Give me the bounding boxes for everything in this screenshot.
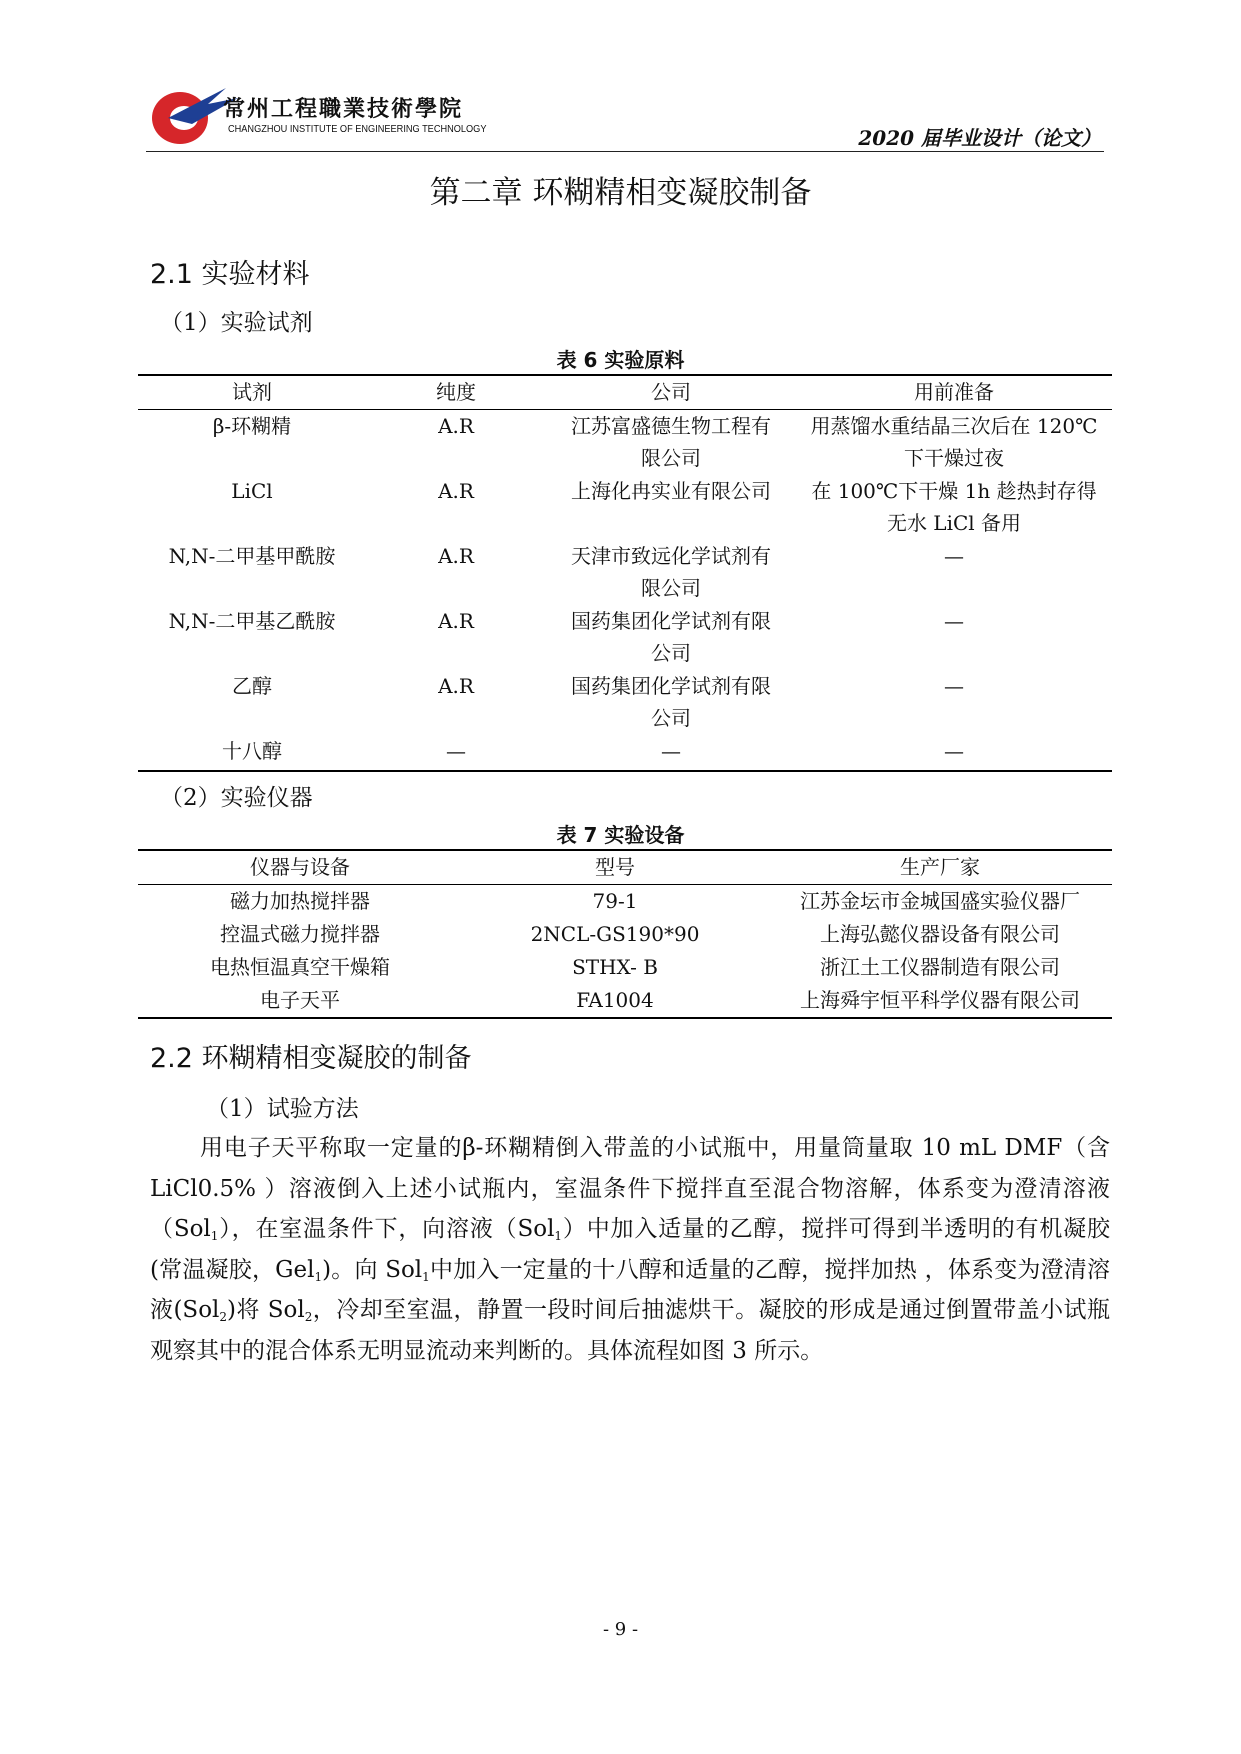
subheading-reagents: （1）实验试剂 [160, 310, 313, 336]
table-cell: 上海舜宇恒平科学仪器有限公司 [800, 988, 1080, 1012]
table6-caption: 表 6 实验原料 [556, 348, 685, 372]
page-number: - 9 - [602, 1619, 639, 1640]
table-header-row [138, 850, 1112, 885]
table-cell: 磁力加热搅拌器 [230, 889, 370, 913]
table-row [138, 885, 1112, 919]
table-cell: 上海化冉实业有限公司 [571, 479, 771, 503]
table-cell: STHX- B [572, 955, 658, 979]
table-header-cell: 型号 [462, 850, 768, 885]
school-name-en: CHANGZHOU INSTITUTE OF ENGINEERING TECHNOLOGY [228, 124, 487, 135]
subscript: 2 [219, 1310, 228, 1324]
table-cell: 浙江土工仪器制造有限公司 [820, 955, 1060, 979]
school-name-cn: 常州工程職業技術學院 [223, 96, 464, 122]
table-cell: A.R [438, 479, 474, 503]
method-paragraph [150, 1128, 1110, 1371]
chapter-title: 第二章 环糊精相变凝胶制备 [429, 175, 812, 211]
paragraph-text: )。向 Sol [322, 1256, 423, 1283]
paragraph-text: )将 Sol [227, 1297, 305, 1323]
table-cell: N,N-二甲基甲酰胺 [168, 544, 336, 568]
table-cell: 在 100℃下干燥 1h 趁热封存得无水 LiCl 备用 [811, 479, 1097, 535]
table-cell: 电子天平 [260, 988, 340, 1012]
table-cell: 天津市致远化学试剂有限公司 [571, 544, 771, 600]
table7-caption: 表 7 实验设备 [556, 823, 685, 847]
table-cell: — [944, 609, 964, 633]
table-cell: LiCl [231, 479, 273, 503]
table-row [138, 540, 1112, 605]
table-cell: A.R [438, 544, 474, 568]
paragraph-text: 中加入一定量的十八醇和适量的乙醇，搅拌加热 ，体系变为澄清溶液(Sol [150, 1256, 1110, 1323]
table-row [138, 735, 1112, 771]
table-header-cell: 公司 [546, 375, 796, 410]
subscript: 2 [304, 1310, 313, 1324]
table-row [138, 475, 1112, 540]
paragraph-text: 用电子天平称取一定量的β-环糊精倒入带盖的小试瓶中，用量筒量取 10 mL DMF（含 LiCl0.5% ）溶液倒入上述小试瓶内，室温条件下搅拌直至混合物溶解，体系变为澄清溶液（Sol [150, 1135, 1110, 1242]
table-header-row [138, 375, 1112, 410]
table-cell: 79-1 [592, 889, 638, 913]
table-header-cell: 生产厂家 [768, 850, 1112, 885]
table-cell: A.R [438, 674, 474, 698]
table-cell: — [944, 544, 964, 568]
table-cell: 控温式磁力搅拌器 [220, 922, 380, 946]
table-header-cell: 仪器与设备 [138, 850, 462, 885]
table-cell: 电热恒温真空干燥箱 [210, 955, 390, 979]
table-cell: 国药集团化学试剂有限公司 [571, 674, 771, 730]
table-row [138, 984, 1112, 1018]
table-cell: 2NCL-GS190*90 [530, 922, 700, 946]
materials-table [138, 374, 1112, 772]
table-row [138, 918, 1112, 951]
document-label: 2020 届毕业设计（论文） [858, 126, 1101, 150]
table-cell: 江苏金坛市金城国盛实验仪器厂 [800, 889, 1080, 913]
paragraph-text: ）中加入适量的乙醇，搅拌可得到半透明的有机凝胶(常温凝胶，Gel [150, 1216, 1110, 1283]
equipment-table [138, 849, 1112, 1019]
header-divider [146, 151, 1104, 152]
table-header-cell: 用前准备 [796, 375, 1112, 410]
table-cell: — [661, 739, 681, 763]
table-cell: 十八醇 [222, 739, 282, 763]
table-row [138, 605, 1112, 670]
table-cell: A.R [438, 609, 474, 633]
section-heading-2-2: 2.2 环糊精相变凝胶的制备 [150, 1043, 472, 1074]
subscript: 1 [210, 1229, 219, 1243]
table-row [138, 951, 1112, 984]
subheading-method: （1）试验方法 [206, 1096, 359, 1122]
paragraph-text: ），在室温条件下，向溶液（Sol [218, 1216, 555, 1242]
subscript: 1 [554, 1229, 563, 1243]
paragraph-text: ，冷却至室温，静置一段时间后抽滤烘干。凝胶的形成是通过倒置带盖小试瓶观察其中的混合体系无明显流动来判断的。具体流程如图 3 所示。 [150, 1297, 1111, 1364]
table-cell: N,N-二甲基乙酰胺 [168, 609, 336, 633]
table-cell: FA1004 [576, 988, 654, 1012]
subheading-instruments: （2）实验仪器 [160, 785, 313, 811]
table-cell: 用蒸馏水重结晶三次后在 120℃下干燥过夜 [810, 414, 1098, 470]
table-cell: — [944, 739, 964, 763]
section-heading-2-1: 2.1 实验材料 [150, 259, 310, 290]
table-cell: 乙醇 [232, 674, 272, 698]
subscript: 1 [422, 1269, 430, 1284]
table-row [138, 410, 1112, 476]
table-cell: 国药集团化学试剂有限公司 [571, 609, 771, 665]
table-header-cell: 试剂 [138, 375, 366, 410]
table-cell: β-环糊精 [212, 414, 292, 438]
table-cell: 江苏富盛德生物工程有限公司 [571, 414, 771, 470]
subscript: 1 [314, 1269, 323, 1284]
table-cell: A.R [438, 414, 474, 438]
table-cell: 上海弘懿仪器设备有限公司 [820, 922, 1060, 946]
table-row [138, 670, 1112, 735]
table-header-cell: 纯度 [366, 375, 546, 410]
table-cell: — [446, 739, 466, 763]
table-cell: — [944, 674, 964, 698]
